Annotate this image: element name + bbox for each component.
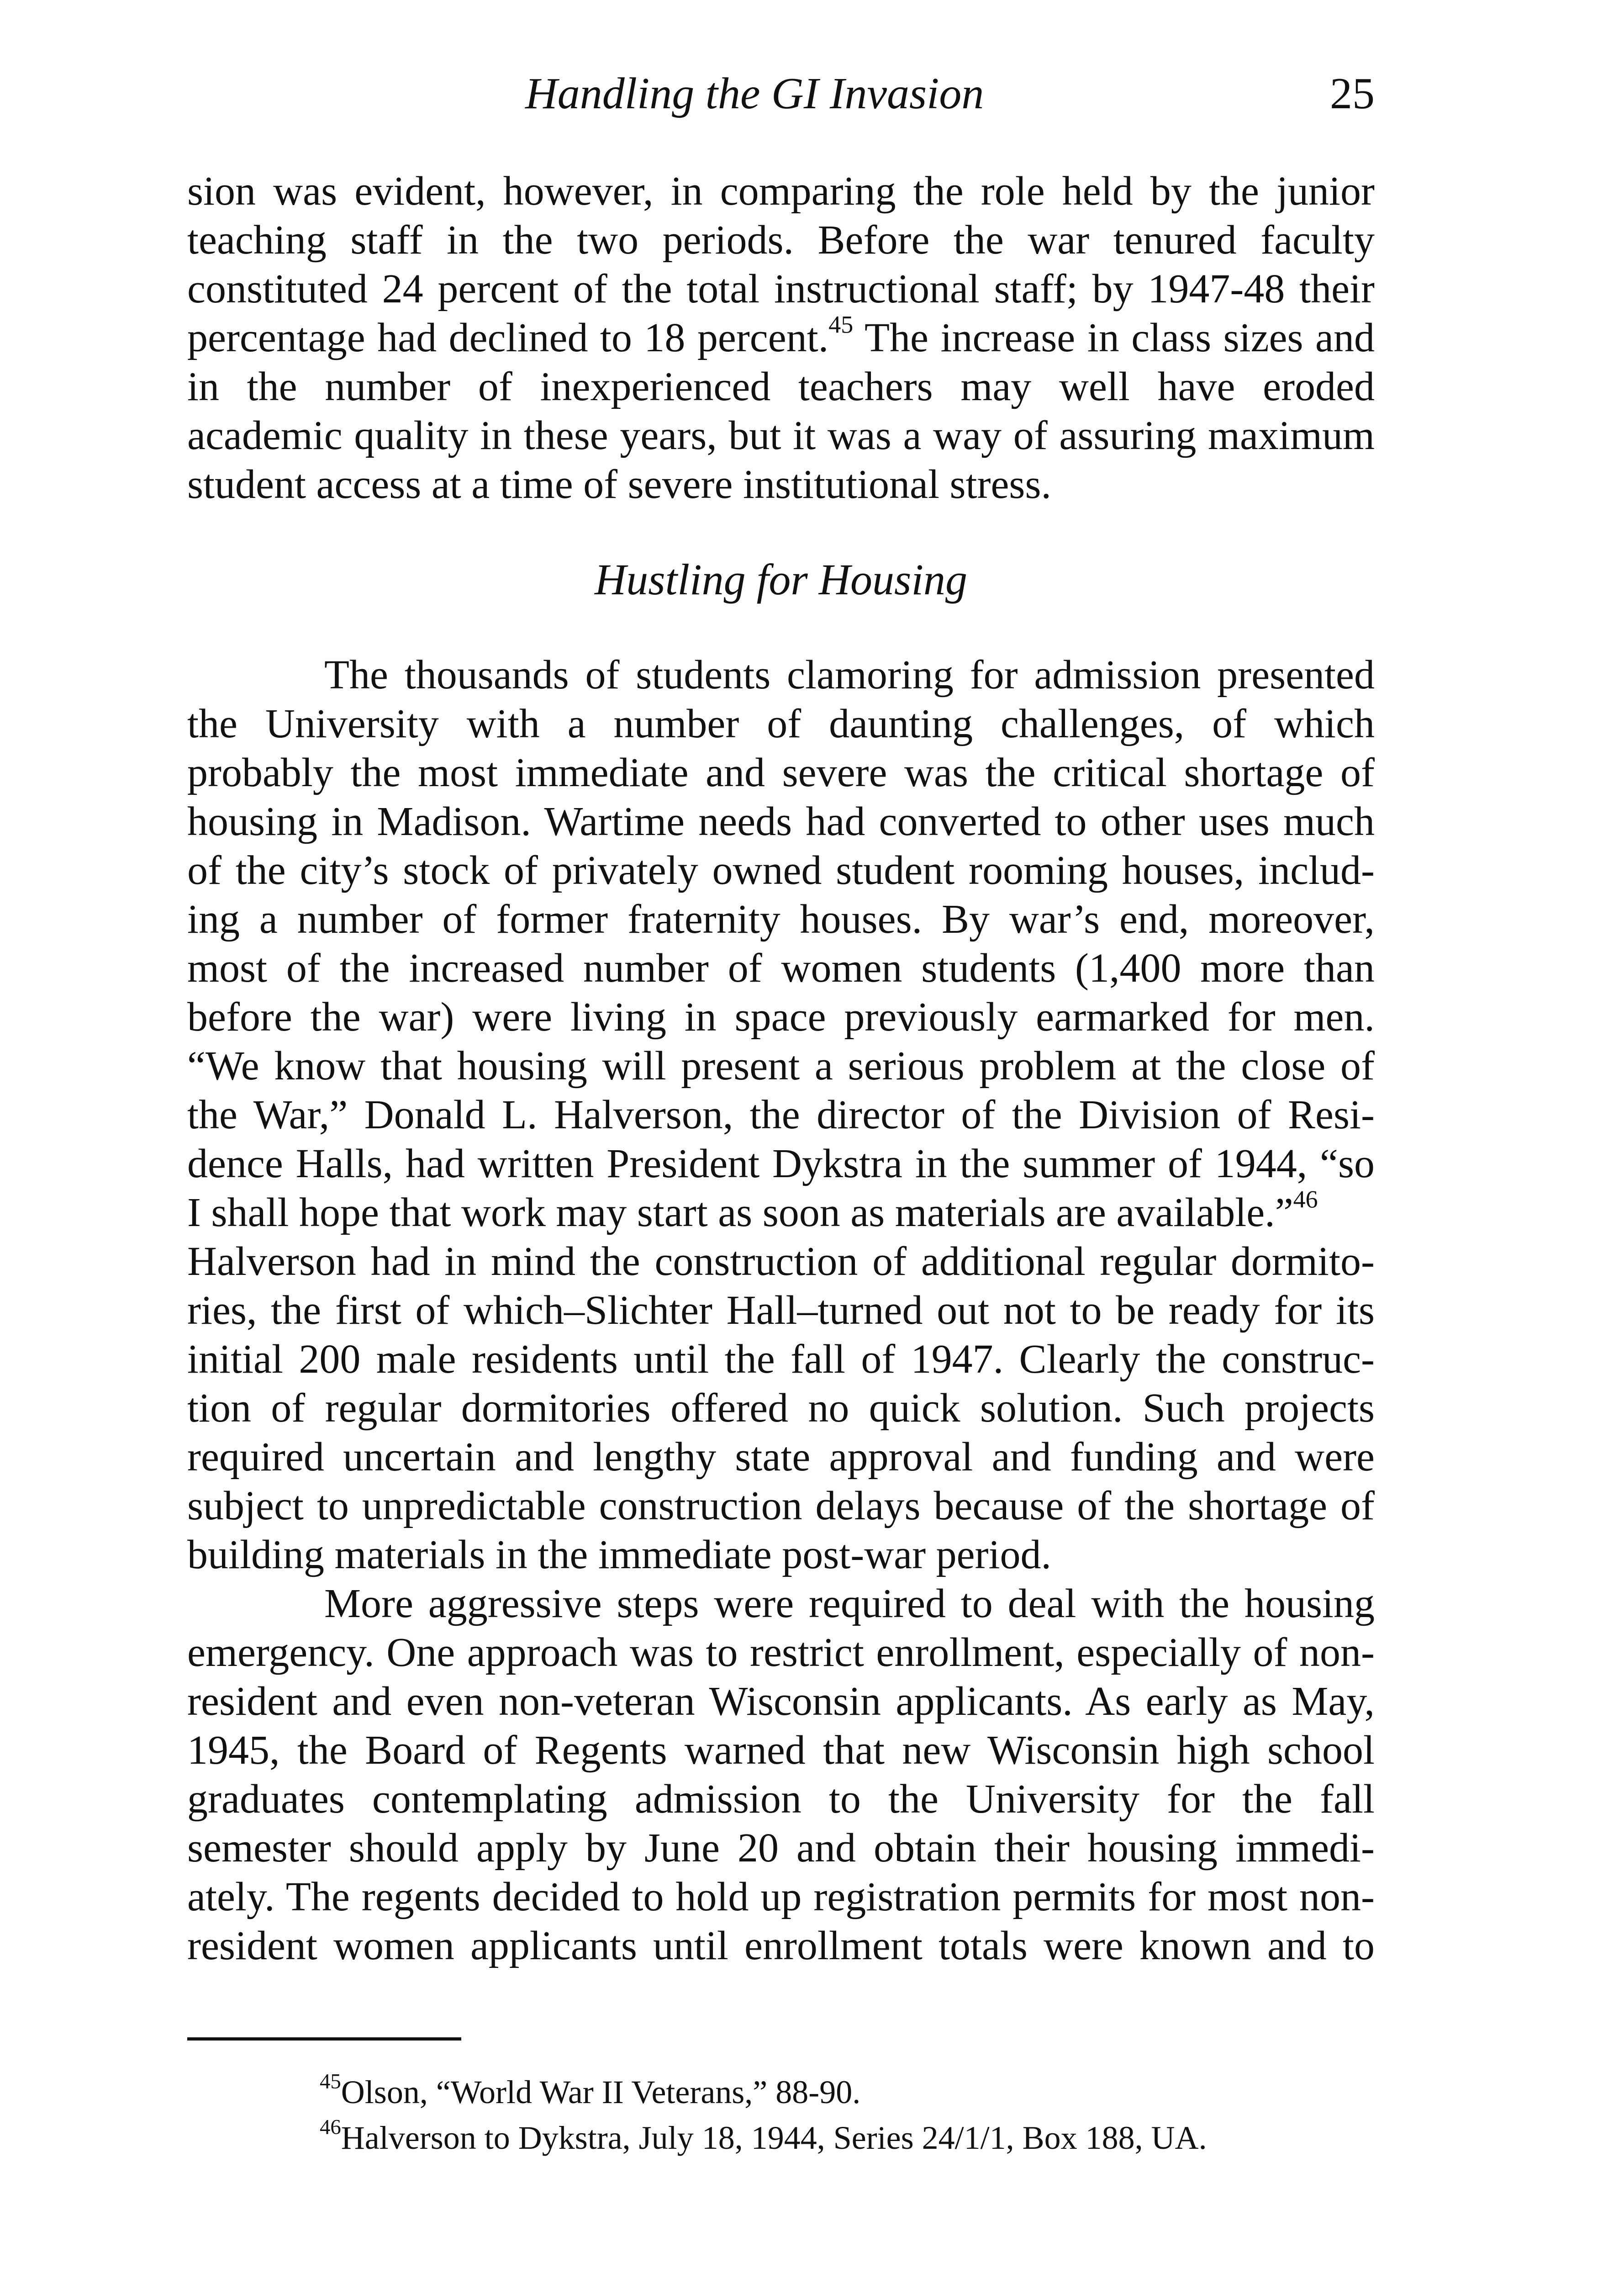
text-segment: The increase in class sizes and [853,315,1375,360]
text-line: More aggressive steps were required to deal with the housing [324,1581,1375,1626]
footnote-divider [187,2037,461,2041]
footnote-45 [320,2069,1370,2115]
footnote-ref-46: 46 [1293,1185,1318,1213]
text-line: of the city’s stock of privately owned student rooming houses, includ- [187,848,1375,893]
text-line: probably the most immediate and severe was the critical shortage of [187,750,1375,795]
text-line: the War,” Donald L. Halverson, the director of the Division of Resi- [187,1092,1375,1137]
text-line: ing a number of former fraternity houses. By war’s end, moreover, [187,897,1375,942]
text-line: most of the increased number of women students (1,400 more than [187,946,1375,991]
text-line: emergency. One approach was to restrict enrollment, especially of non- [187,1630,1375,1675]
text-line: graduates contemplating admission to the University for the fall [187,1776,1375,1822]
text-line: student access at a time of severe institutional stress. [187,462,1051,507]
text-line: ately. The regents decided to hold up registration permits for most non- [187,1874,1375,1919]
text-line: required uncertain and lengthy state approval and funding and were [187,1434,1375,1480]
text-line: The thousands of students clamoring for admission presented [324,652,1375,698]
text-line: dence Halls, had written President Dykstra in the summer of 1944, “so [187,1141,1375,1186]
text-line: in the number of inexperienced teachers may well have eroded [187,364,1375,409]
text-line: teaching staff in the two periods. Before the war tenured faculty [187,217,1375,263]
text-line: building materials in the immediate post-war period. [187,1532,1052,1577]
text-line: resident and even non-veteran Wisconsin applicants. As early as May, [187,1679,1375,1724]
paragraph-2 [187,650,1375,1579]
text-line: initial 200 male residents until the fall of 1947. Clearly the construc- [187,1337,1375,1382]
text-line: resident women applicants until enrollment totals were known and to [187,1923,1375,1968]
text-line: the University with a number of daunting challenges, of which [187,701,1375,746]
paragraph-3 [187,1579,1375,1970]
text-line [187,313,1375,362]
text-line: tion of regular dormitories offered no quick solution. Such projects [187,1385,1375,1431]
footnote-ref-45: 45 [828,311,854,338]
text-segment: I shall hope that work may start as soon as materials are available.” [187,1190,1293,1235]
text-line: “We know that housing will present a serious problem at the close of [187,1043,1375,1089]
text-segment: percentage had declined to 18 percent. [187,315,829,360]
page-number: 25 [1330,69,1375,118]
section-heading: Hustling for Housing [594,555,968,604]
paragraph-1 [187,167,1375,509]
text-line: constituted 24 percent of the total instructional staff; by 1947-48 their [187,266,1375,312]
running-title: Handling the GI Invasion [525,69,984,118]
footnote-text: Halverson to Dykstra, July 18, 1944, Series 24/1/1, Box 188, UA. [341,2120,1207,2156]
body-text [187,167,1375,1970]
footnote-text: Olson, “World War II Veterans,” 88-90. [341,2074,861,2110]
running-head [187,64,1375,128]
text-line: housing in Madison. Wartime needs had converted to other uses much [187,799,1375,844]
footnote-46 [320,2115,1370,2161]
text-line: sion was evident, however, in comparing the role held by the junior [187,169,1375,214]
text-line: subject to unpredictable construction delays because of the shortage of [187,1483,1375,1528]
text-line: semester should apply by June 20 and obtain their housing immedi- [187,1825,1375,1871]
footnotes [320,2069,1370,2161]
text-line: academic quality in these years, but it was a way of assuring maximum [187,413,1375,458]
text-line: Halverson had in mind the construction of additional regular dormito- [187,1239,1375,1284]
footnote-mark: 46 [320,2115,341,2139]
text-line: 1945, the Board of Regents warned that new Wisconsin high school [187,1728,1375,1773]
text-line: before the war) were living in space previously earmarked for men. [187,994,1375,1040]
text-line [187,1185,1375,1237]
text-line: ries, the first of which–Slichter Hall–turned out not to be ready for its [187,1288,1375,1333]
footnote-mark: 45 [320,2069,341,2094]
